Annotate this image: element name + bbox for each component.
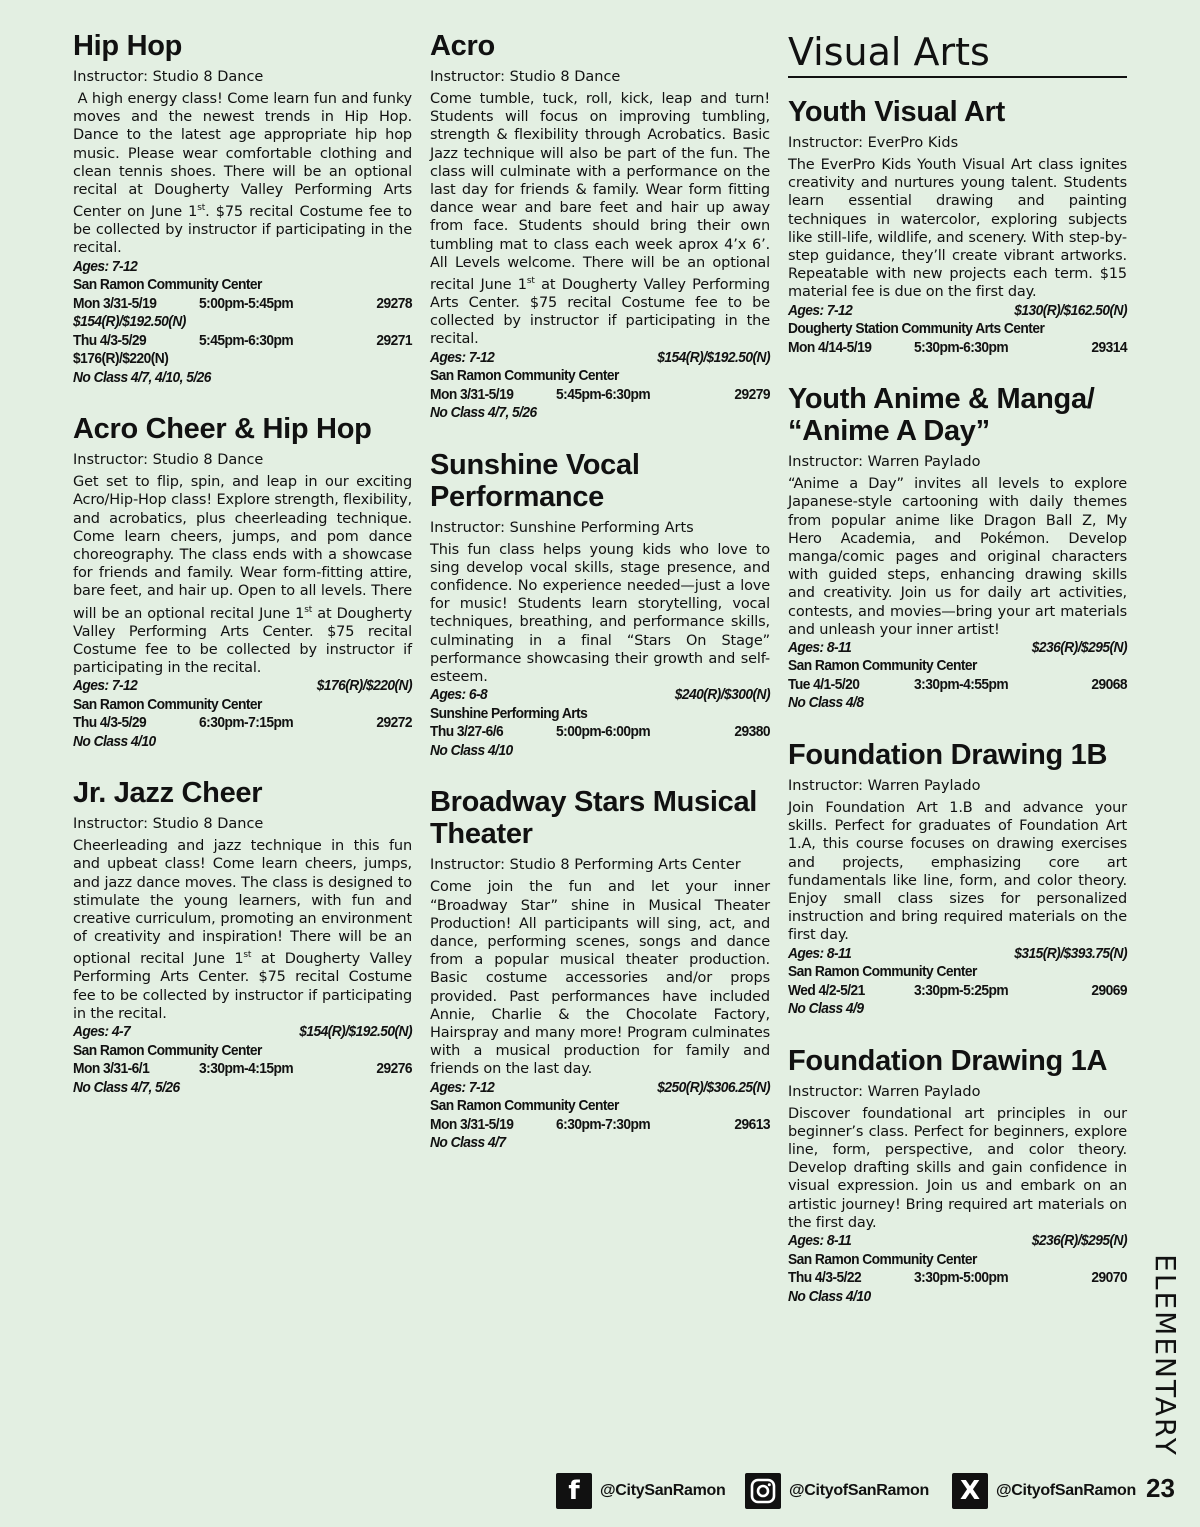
course-no-class: No Class 4/9	[788, 1000, 864, 1018]
schedule-row	[73, 1060, 412, 1079]
schedule-row	[788, 676, 1127, 695]
course-instructor: Instructor: Warren Paylado	[788, 454, 981, 471]
schedule-time: 5:45pm-6:30pm	[199, 331, 294, 349]
course-fee: $240(R)/$300(N)	[674, 686, 771, 704]
course-code: 29613	[734, 1115, 771, 1133]
course-fee: $236(R)/$295(N)	[1031, 1232, 1128, 1249]
schedule-time: 3:30pm-5:00pm	[914, 1269, 1009, 1286]
column-2	[430, 30, 770, 1179]
course-ages-fee	[430, 1079, 770, 1098]
course-description: Cheerleading and jazz technique in this fun and upbeat class! Come learn cheers, jumps, and jazz dance moves. The class is designed to stimulate the young learners, with fun and creative curriculum, promoting an environment of creativity and inspiration! There will be an optional recital June 1st at Dougherty Valley Performing Arts Center. $75 recital Costume fee to be collected by instructor if participating in the recital.	[73, 838, 412, 1022]
x-icon: X	[952, 1473, 988, 1509]
course-location: Sunshine Performing Arts	[430, 704, 588, 722]
course-title: Foundation Drawing 1A	[788, 1044, 1108, 1077]
schedule-time: 5:00pm-6:00pm	[556, 723, 651, 741]
schedule-days: Mon 3/31-5/19	[430, 1115, 514, 1133]
course-ages-fee	[73, 1023, 412, 1042]
course-acro-cheer-hip-hop	[73, 413, 412, 751]
course-description: Get set to flip, spin, and leap in our exciting Acro/Hip-Hop class! Explore strength, flexibility, and acrobatics, plus cheerleading technique. Come learn cheers, jumps, and pom dance choreography. The class ends with a showcase for friends and family. Wear form-fitting attire, bare feet, and hair up. Open to all levels. There will be an optional recital June 1st at Dougherty Valley Performing Arts Center. $75 recital Costume fee to be collected by instructor if participating in the recital.	[73, 474, 413, 677]
course-instructor: Instructor: Studio 8 Dance	[73, 452, 264, 469]
course-jr-jazz-cheer	[73, 777, 412, 1097]
course-ages: Ages: 7-12	[430, 348, 495, 366]
course-code: 29272	[376, 714, 413, 732]
course-instructor: Instructor: Studio 8 Performing Arts Center	[430, 857, 741, 874]
course-instructor: Instructor: Warren Paylado	[788, 1083, 981, 1100]
schedule-time: 5:45pm-6:30pm	[556, 385, 651, 403]
course-no-class: No Class 4/7, 4/10, 5/26	[73, 368, 211, 386]
course-ages-fee	[788, 945, 1127, 964]
course-location: Dougherty Station Community Arts Center	[788, 320, 1045, 338]
course-code: 29279	[734, 385, 771, 403]
course-code: 29278	[376, 294, 413, 312]
course-code: 29380	[734, 723, 771, 741]
course-sunshine-vocal	[430, 449, 770, 761]
course-code: 29314	[1091, 338, 1128, 356]
course-location: San Ramon Community Center	[73, 1041, 262, 1059]
schedule-time: 5:00pm-5:45pm	[199, 294, 294, 312]
course-title: Jr. Jazz Cheer	[73, 777, 263, 810]
course-instructor: Instructor: Warren Paylado	[788, 777, 981, 794]
schedule-days: Mon 3/31-6/1	[73, 1060, 150, 1078]
course-ages-fee	[430, 349, 770, 368]
side-label	[1143, 1253, 1187, 1457]
page-number: 23	[1146, 1473, 1175, 1503]
course-description: A high energy class! Come learn fun and funky moves and the newest trends in Hip Hop. Dance to the latest age appropriate hip hop music. Please wear comfortable clothing and clean tennis shoes. There will be an optional recital at Dougherty Valley Performing Arts Center on June 1st. $75 recital Costume fee to be collected by instructor if participating in the recital.	[73, 91, 412, 257]
course-title: Broadway Stars Musical Theater	[430, 786, 758, 851]
course-title: Youth Visual Art	[788, 96, 1006, 128]
course-ages-fee	[788, 302, 1127, 321]
schedule-time: 3:30pm-4:15pm	[199, 1060, 294, 1078]
schedule-row	[430, 1116, 770, 1135]
course-location: San Ramon Community Center	[788, 963, 977, 981]
course-ages: Ages: 8-11	[788, 638, 852, 656]
course-fee: $176(R)/$220(N)	[73, 350, 169, 368]
course-title: Sunshine Vocal Performance	[430, 448, 640, 513]
x-handle: @CityofSanRamon	[996, 1482, 1137, 1499]
course-fee: $130(R)/$162.50(N)	[1014, 301, 1128, 319]
section-title: Visual Arts	[788, 30, 1127, 78]
course-no-class: No Class 4/7, 5/26	[430, 404, 537, 422]
course-fee: $315(R)/$393.75(N)	[1014, 944, 1128, 962]
course-no-class: No Class 4/10	[788, 1287, 871, 1305]
course-description: Come tumble, tuck, roll, kick, leap and turn! Students will focus on improving tumbling, strength & flexibility through Acrobatics. Basic Jazz technique will also be part of the fun. The class will culminate with a performance on the last day for friends & family. Wear form fitting dance wear and bare feet and hair up away from face. Students should bring their own tumbling mat to class each week aprox 4’x 6’. All Levels welcome. There will be an optional recital June 1st at Dougherty Valley Performing Arts Center. $75 recital Costume fee to be collected by instructor if participating in the recital.	[430, 91, 770, 348]
course-description: Come join the fun and let your inner “Broadway Star” shine in Musical Theater Production! All participants will sing, act, and dance, performing scenes, songs and dance from a popular musical theater production. Basic costume accessories and/or props provided. Past performances have included Annie, Charlie & the Chocolate Factory, Hairspray and many more! Program culminates with a musical production for family and friends on the last day.	[430, 879, 770, 1078]
course-location: San Ramon Community Center	[788, 1250, 977, 1268]
course-no-class: No Class 4/7, 5/26	[73, 1078, 180, 1096]
course-ages-fee	[430, 686, 770, 705]
course-location: San Ramon Community Center	[430, 1097, 619, 1115]
course-no-class: No Class 4/10	[430, 741, 513, 759]
course-location: San Ramon Community Center	[788, 657, 977, 675]
course-fee: $154(R)/$192.50(N)	[657, 348, 771, 366]
course-no-class: No Class 4/7	[430, 1134, 506, 1152]
schedule-days: Mon 3/31-5/19	[430, 385, 514, 403]
course-fee: $236(R)/$295(N)	[1031, 638, 1128, 656]
course-broadway-stars	[430, 786, 770, 1152]
schedule-time: 5:30pm-6:30pm	[914, 338, 1009, 356]
course-description: The EverPro Kids Youth Visual Art class ignites creativity and nurtures young talent. Students learn essential drawing and painting techniques in watercolor, exploring subjects like still-life, wildlife, and scenery. With step-by-step guidance, they’ll create vibrant artworks. Repeatable with new projects each term. $15 material fee is due on the first day.	[788, 157, 1127, 301]
course-instructor: Instructor: Sunshine Performing Arts	[430, 519, 694, 536]
course-ages-fee	[788, 639, 1127, 658]
schedule-time: 6:30pm-7:15pm	[199, 714, 294, 732]
instagram-handle: @CityofSanRamon	[789, 1482, 930, 1499]
course-ages: Ages: 8-11	[788, 1232, 852, 1249]
course-fee: $176(R)/$220(N)	[316, 677, 413, 695]
facebook-link[interactable]	[556, 1472, 726, 1510]
schedule-row	[788, 1269, 1127, 1288]
facebook-icon: f	[556, 1473, 592, 1509]
course-ages: Ages: 4-7	[73, 1023, 131, 1041]
course-code: 29069	[1091, 981, 1128, 999]
schedule-row	[73, 295, 412, 314]
course-instructor: Instructor: Studio 8 Dance	[73, 816, 264, 833]
course-no-class: No Class 4/10	[73, 732, 156, 750]
course-youth-visual-art	[788, 96, 1127, 357]
course-location: San Ramon Community Center	[73, 276, 262, 294]
schedule-days: Tue 4/1-5/20	[788, 675, 860, 693]
course-acro	[430, 30, 770, 423]
schedule-days: Thu 4/3-5/29	[73, 331, 147, 349]
course-title: Acro Cheer & Hip Hop	[73, 413, 372, 446]
schedule-days: Mon 3/31-5/19	[73, 294, 157, 312]
course-no-class: No Class 4/8	[788, 694, 864, 712]
schedule-days: Thu 4/3-5/22	[788, 1269, 862, 1286]
course-code: 29271	[376, 331, 413, 349]
course-foundation-drawing-1b	[788, 739, 1127, 1019]
schedule-days: Thu 4/3-5/29	[73, 714, 147, 732]
course-fee: $154(R)/$192.50(N)	[73, 313, 186, 331]
instagram-icon	[745, 1473, 781, 1509]
facebook-handle: @CitySanRamon	[600, 1482, 726, 1499]
course-code: 29070	[1091, 1269, 1128, 1286]
schedule-time: 3:30pm-4:55pm	[914, 675, 1009, 693]
course-ages-fee	[73, 677, 412, 696]
course-description: This fun class helps young kids who love to sing develop vocal skills, stage presence, and confidence. No experience needed—just a love for music! Students learn storytelling, vocal techniques, breathing, and performance skills, culminating in a final “Stars On Stage” performance showcasing their growth and self-esteem.	[430, 541, 770, 686]
schedule-days: Mon 4/14-5/19	[788, 338, 872, 356]
course-ages: Ages: 7-12	[73, 257, 138, 275]
course-ages: Ages: 7-12	[788, 301, 853, 319]
x-link[interactable]	[952, 1472, 1136, 1510]
course-ages: Ages: 7-12	[73, 677, 138, 695]
course-code: 29068	[1091, 675, 1128, 693]
course-title: Acro	[430, 30, 495, 62]
column-3	[788, 30, 1127, 1332]
course-description: Join Foundation Art 1.B and advance your skills. Perfect for graduates of Foundation Art 1.A, this course focuses on drawing exercises and projects, emphasizing core art fundamentals like line, form, and color theory. Enjoy small class sizes for personalized instruction and bring required materials on the first day.	[788, 799, 1127, 944]
course-title: Youth Anime & Manga/ “Anime A Day”	[788, 383, 1095, 448]
course-description: “Anime a Day” invites all levels to explore Japanese-style cartooning with daily themes from popular anime like Dragon Ball Z, My Hero Academia, and Pokémon. Develop manga/comic pages and original characters with guided steps, enhancing drawing skills and creativity. Join us for daily art activities, contests, and movies—bring your art materials and unleash your inner artist!	[788, 476, 1127, 638]
course-code: 29276	[376, 1060, 413, 1078]
course-youth-anime-manga	[788, 383, 1127, 713]
course-fee: $250(R)/$306.25(N)	[657, 1078, 771, 1096]
instagram-link[interactable]	[745, 1472, 929, 1510]
course-title: Foundation Drawing 1B	[788, 738, 1108, 771]
course-location: San Ramon Community Center	[430, 367, 619, 385]
schedule-time: 3:30pm-5:25pm	[914, 981, 1009, 999]
side-label-text: ELEMENTARY	[1148, 1253, 1182, 1457]
course-instructor: Instructor: Studio 8 Dance	[73, 69, 264, 85]
schedule-days: Thu 3/27-6/6	[430, 723, 504, 741]
course-description: Discover foundational art principles in our beginner’s class. Perfect for beginners, explore line, form, perspective, and color theory. Develop drafting skills and gain confidence in visual expression. Join us and embark on an artistic journey! Bring required art materials on the first day.	[788, 1105, 1127, 1231]
schedule-time: 6:30pm-7:30pm	[556, 1115, 651, 1133]
course-ages: Ages: 6-8	[430, 686, 488, 704]
course-instructor: Instructor: Studio 8 Dance	[430, 69, 621, 85]
schedule-row	[73, 332, 412, 351]
course-location: San Ramon Community Center	[73, 695, 262, 713]
schedule-row	[73, 714, 412, 733]
schedule-row	[430, 386, 770, 405]
schedule-row	[788, 339, 1127, 358]
course-title: Hip Hop	[73, 30, 183, 62]
schedule-row	[430, 723, 770, 742]
course-ages: Ages: 7-12	[430, 1078, 495, 1096]
schedule-days: Wed 4/2-5/21	[788, 981, 865, 999]
course-hip-hop	[73, 30, 412, 387]
course-ages-fee	[788, 1232, 1127, 1251]
course-fee: $154(R)/$192.50(N)	[299, 1023, 413, 1041]
course-foundation-drawing-1a	[788, 1045, 1127, 1306]
column-1	[73, 30, 412, 1123]
course-ages: Ages: 8-11	[788, 944, 852, 962]
schedule-row	[788, 982, 1127, 1001]
course-instructor: Instructor: EverPro Kids	[788, 135, 959, 151]
